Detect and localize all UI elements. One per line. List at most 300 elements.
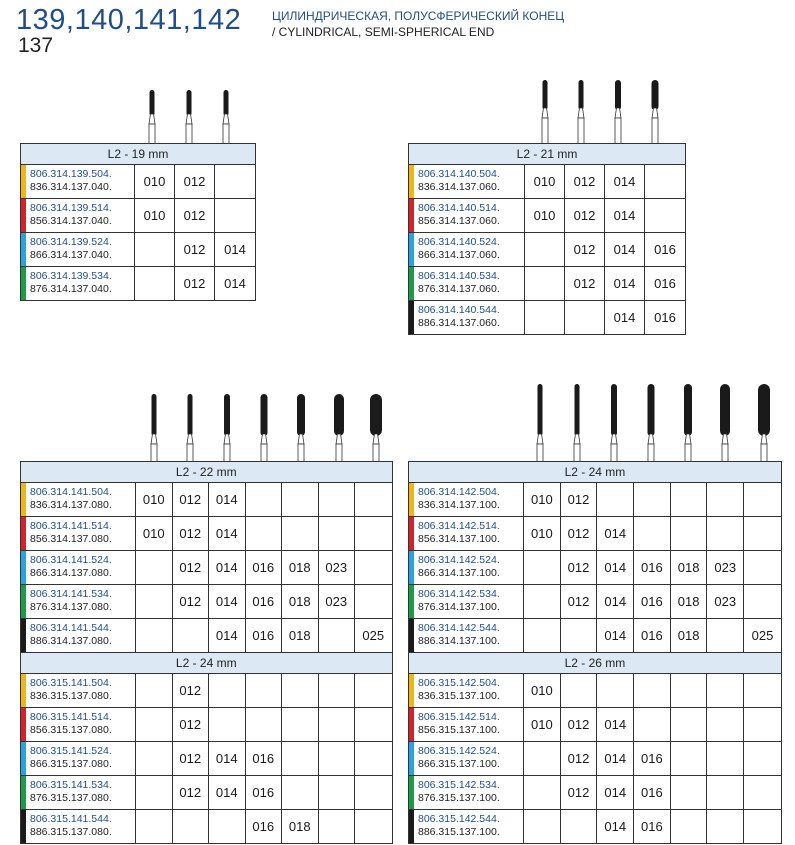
bur-icon (537, 384, 543, 462)
table-row (21, 551, 392, 585)
size-cell: 010 (135, 199, 175, 232)
size-cell: 010 (524, 517, 561, 550)
size-cell (524, 742, 561, 775)
size-cell (645, 199, 685, 232)
bur-icon (370, 394, 382, 462)
size-cell (319, 742, 356, 775)
size-cell (634, 708, 671, 741)
article-code-secondary: 856.314.137.080. (30, 532, 112, 545)
table-row (409, 619, 781, 653)
article-codes (414, 708, 524, 741)
size-cell: 012 (173, 708, 210, 741)
length-header: L2 - 24 mm (409, 462, 781, 483)
article-code-secondary: 836.314.137.060. (418, 180, 500, 193)
bur-icon (648, 384, 655, 462)
bur-icon (223, 90, 229, 144)
table-row (21, 517, 392, 551)
size-cell (355, 708, 392, 741)
size-cell (634, 674, 671, 707)
bur-icon (758, 384, 770, 462)
size-cell (209, 674, 246, 707)
article-codes (414, 517, 524, 550)
size-cell (671, 810, 708, 843)
table-row (409, 233, 685, 267)
size-cell: 018 (282, 810, 319, 843)
size-cell (135, 267, 175, 300)
size-cell: 012 (173, 674, 210, 707)
size-cell: 014 (605, 233, 645, 266)
article-code-primary: 806.314.141.524. (30, 554, 112, 566)
size-cell (136, 674, 173, 707)
article-codes (26, 742, 136, 775)
article-codes (414, 233, 525, 266)
size-cell (744, 585, 781, 618)
length-header: L2 - 21 mm (409, 144, 685, 165)
size-cell (634, 483, 671, 516)
size-cell (565, 301, 605, 334)
table-row (21, 233, 255, 267)
size-cell: 018 (282, 585, 319, 618)
article-codes (26, 776, 136, 809)
size-cell (282, 742, 319, 775)
table-row (409, 199, 685, 233)
article-codes (26, 517, 136, 550)
article-code-secondary: 856.314.137.040. (30, 214, 112, 227)
size-cell (209, 810, 246, 843)
size-cell: 012 (561, 517, 598, 550)
size-cell: 016 (654, 276, 676, 291)
page-subtitle: 137 (18, 34, 54, 57)
size-cell (671, 517, 708, 550)
size-cell: 014 (597, 708, 634, 741)
table-row (409, 301, 685, 334)
article-code-primary: 806.315.142.534. (418, 779, 500, 791)
article-code-primary: 806.314.141.514. (30, 520, 112, 532)
size-cell (319, 674, 356, 707)
size-table-140 (408, 143, 686, 335)
article-code-secondary: 856.314.137.100. (418, 532, 500, 545)
table-row (409, 165, 685, 199)
article-codes (414, 165, 525, 198)
article-code-secondary: 886.315.137.080. (30, 825, 112, 838)
size-cell (707, 708, 744, 741)
size-cell (355, 585, 392, 618)
size-cell: 010 (525, 165, 565, 198)
size-cell: 012 (173, 776, 210, 809)
table-row (409, 551, 781, 585)
size-cell: 010 (136, 483, 173, 516)
article-code-secondary: 876.314.137.060. (418, 282, 500, 295)
article-code-primary: 806.314.141.544. (30, 622, 112, 634)
article-codes (414, 199, 525, 232)
size-cell (707, 742, 744, 775)
bur-icon (615, 80, 621, 144)
size-cell: 012 (173, 551, 210, 584)
bur-icon (151, 394, 157, 462)
size-table-141 (20, 461, 393, 844)
article-codes (414, 585, 524, 618)
bur-icon (542, 80, 548, 144)
article-code-secondary: 856.315.137.080. (30, 723, 112, 736)
article-code-secondary: 886.314.137.060. (418, 316, 500, 329)
size-cell: 012 (561, 742, 598, 775)
size-cell (744, 674, 781, 707)
table-row (409, 742, 781, 776)
size-cell (744, 776, 781, 809)
article-codes (26, 619, 136, 652)
table-row (21, 674, 392, 708)
size-cell: 010 (525, 199, 565, 232)
size-cell (355, 551, 392, 584)
table-row (21, 199, 255, 233)
article-code-primary: 806.315.141.524. (30, 745, 112, 757)
article-code-primary: 806.315.142.544. (418, 813, 500, 825)
size-cell: 012 (175, 233, 215, 266)
article-code-primary: 806.314.141.504. (30, 486, 112, 498)
size-cell: 016 (246, 776, 283, 809)
table-row (21, 708, 392, 742)
size-cell (597, 674, 634, 707)
table-row (409, 585, 781, 619)
article-codes (26, 267, 135, 300)
size-cell (561, 674, 598, 707)
article-codes (26, 199, 135, 232)
size-cell (744, 708, 781, 741)
size-cell: 014 (605, 165, 645, 198)
bur-icon (652, 80, 659, 144)
size-cell (136, 708, 173, 741)
article-codes (414, 483, 524, 516)
size-cell: 025 (362, 628, 385, 643)
size-cell: 012 (565, 165, 605, 198)
bur-illustrations-139 (134, 88, 254, 144)
table-row (409, 517, 781, 551)
size-cell: 014 (597, 776, 634, 809)
size-cell (634, 517, 671, 550)
size-cell (524, 585, 561, 618)
article-code-primary: 806.314.142.514. (418, 520, 500, 532)
size-cell: 018 (671, 619, 708, 652)
table-row (21, 483, 392, 517)
table-row (21, 585, 392, 619)
article-codes (26, 233, 135, 266)
article-code-secondary: 876.315.137.100. (418, 791, 500, 804)
article-code-primary: 806.314.141.534. (30, 588, 112, 600)
size-cell (645, 165, 685, 198)
bur-icon (684, 384, 692, 462)
article-codes (414, 551, 524, 584)
size-cell: 016 (634, 776, 671, 809)
size-cell (135, 233, 175, 266)
size-cell (282, 483, 319, 516)
bur-icon (297, 394, 305, 462)
size-cell: 016 (634, 810, 671, 843)
size-cell: 014 (209, 776, 246, 809)
article-code-primary: 806.315.141.544. (30, 813, 112, 825)
size-cell: 016 (654, 242, 676, 257)
size-cell: 014 (605, 199, 645, 232)
article-code-primary: 806.314.139.514. (30, 202, 112, 214)
size-cell: 016 (634, 619, 671, 652)
size-cell (319, 619, 356, 652)
size-cell: 012 (175, 165, 215, 198)
article-code-secondary: 866.314.137.100. (418, 566, 500, 579)
article-code-secondary: 836.314.137.100. (418, 498, 500, 511)
size-cell: 016 (654, 310, 676, 325)
article-code-primary: 806.314.139.534. (30, 270, 112, 282)
size-cell: 023 (319, 585, 356, 618)
article-code-secondary: 886.315.137.100. (418, 825, 500, 838)
article-codes (26, 551, 136, 584)
article-code-secondary: 836.314.137.080. (30, 498, 112, 511)
size-cell (744, 742, 781, 775)
table-row (409, 776, 781, 810)
size-cell (136, 810, 173, 843)
size-cell (215, 165, 255, 198)
size-cell: 010 (524, 483, 561, 516)
size-cell: 014 (597, 742, 634, 775)
bur-icon (720, 384, 730, 462)
article-code-secondary: 836.314.137.040. (30, 180, 112, 193)
size-cell: 012 (561, 483, 598, 516)
bur-icon (187, 394, 193, 462)
size-cell (319, 810, 356, 843)
size-cell (246, 708, 283, 741)
article-codes (414, 301, 525, 334)
article-code-secondary: 866.315.137.080. (30, 757, 112, 770)
article-code-primary: 806.315.141.514. (30, 711, 112, 723)
size-cell (707, 810, 744, 843)
size-cell: 023 (707, 551, 744, 584)
article-codes (414, 742, 524, 775)
size-cell: 014 (597, 810, 634, 843)
article-codes (26, 585, 136, 618)
size-cell (744, 517, 781, 550)
article-code-primary: 806.314.140.524. (418, 236, 500, 248)
size-cell: 014 (209, 585, 246, 618)
bur-icon (224, 394, 230, 462)
size-cell (744, 551, 781, 584)
size-cell (524, 776, 561, 809)
size-cell: 014 (597, 619, 634, 652)
article-codes (26, 810, 136, 843)
size-cell (355, 776, 392, 809)
size-cell (525, 301, 565, 334)
size-cell (319, 776, 356, 809)
size-cell (355, 674, 392, 707)
article-code-secondary: 876.314.137.040. (30, 282, 112, 295)
bur-icon (574, 384, 580, 462)
article-code-primary: 806.314.139.504. (30, 168, 112, 180)
size-cell (282, 776, 319, 809)
article-code-primary: 806.314.139.524. (30, 236, 112, 248)
size-cell: 012 (565, 233, 605, 266)
table-row (21, 619, 392, 653)
size-cell: 010 (135, 165, 175, 198)
article-code-secondary: 836.315.137.080. (30, 689, 112, 702)
article-code-primary: 806.314.140.534. (418, 270, 500, 282)
size-cell (215, 199, 255, 232)
article-code-secondary: 886.314.137.100. (418, 634, 500, 647)
size-cell: 012 (173, 483, 210, 516)
size-cell (355, 742, 392, 775)
article-code-primary: 806.314.142.544. (418, 622, 500, 634)
size-cell: 014 (605, 267, 645, 300)
size-cell: 016 (634, 551, 671, 584)
size-cell (525, 267, 565, 300)
bur-icon (611, 384, 617, 462)
size-cell: 012 (561, 776, 598, 809)
size-cell (671, 742, 708, 775)
article-code-primary: 806.314.140.514. (418, 202, 500, 214)
size-cell: 014 (597, 585, 634, 618)
size-cell (707, 674, 744, 707)
size-cell (136, 585, 173, 618)
size-cell: 016 (634, 585, 671, 618)
table-row (409, 674, 781, 708)
size-cell: 018 (282, 619, 319, 652)
size-table-142 (408, 461, 782, 844)
size-cell (282, 517, 319, 550)
size-cell (707, 517, 744, 550)
size-cell: 014 (597, 517, 634, 550)
size-cell: 025 (751, 628, 774, 643)
article-codes (414, 810, 524, 843)
size-cell: 012 (565, 199, 605, 232)
article-code-secondary: 856.315.137.100. (418, 723, 500, 736)
size-cell: 010 (524, 674, 561, 707)
size-cell (355, 810, 392, 843)
size-cell: 016 (246, 810, 283, 843)
length-header: L2 - 26 mm (409, 653, 781, 674)
size-cell (524, 551, 561, 584)
size-cell (246, 483, 283, 516)
size-cell: 016 (246, 619, 283, 652)
size-cell (744, 483, 781, 516)
size-cell: 018 (282, 551, 319, 584)
size-cell: 014 (209, 551, 246, 584)
size-cell: 018 (671, 551, 708, 584)
size-cell (524, 810, 561, 843)
table-row (21, 810, 392, 843)
size-cell: 012 (173, 585, 210, 618)
article-code-primary: 806.314.142.504. (418, 486, 500, 498)
article-codes (26, 708, 136, 741)
description-english: / CYLINDRICAL, SEMI-SPHERICAL END (272, 25, 495, 39)
article-codes (26, 483, 136, 516)
size-cell (246, 674, 283, 707)
bur-illustrations-141 (136, 390, 392, 462)
size-cell: 014 (209, 483, 246, 516)
article-code-secondary: 876.314.137.100. (418, 600, 500, 613)
size-cell: 016 (246, 585, 283, 618)
bur-icon (334, 394, 344, 462)
length-header: L2 - 24 mm (21, 653, 392, 674)
size-cell: 012 (173, 517, 210, 550)
size-cell (561, 810, 598, 843)
table-row (409, 483, 781, 517)
size-cell (671, 483, 708, 516)
size-cell (319, 517, 356, 550)
article-codes (414, 776, 524, 809)
size-cell (173, 619, 210, 652)
size-cell (319, 708, 356, 741)
bur-icon (149, 90, 155, 144)
size-table-139 (20, 143, 256, 301)
size-cell (136, 619, 173, 652)
size-cell: 012 (175, 199, 215, 232)
size-cell (744, 810, 781, 843)
article-code-primary: 806.315.142.504. (418, 677, 500, 689)
table-row (409, 267, 685, 301)
article-codes (414, 267, 525, 300)
size-cell (209, 708, 246, 741)
size-cell: 012 (561, 585, 598, 618)
article-code-secondary: 866.314.137.080. (30, 566, 112, 579)
size-cell (707, 619, 744, 652)
description-russian: ЦИЛИНДРИЧЕСКАЯ, ПОЛУСФЕРИЧЕСКИЙ КОНЕЦ (272, 9, 565, 23)
length-header: L2 - 22 mm (21, 462, 392, 483)
size-cell (707, 483, 744, 516)
size-cell (671, 708, 708, 741)
article-code-secondary: 886.314.137.080. (30, 634, 112, 647)
article-code-primary: 806.315.142.514. (418, 711, 500, 723)
article-code-secondary: 866.314.137.060. (418, 248, 500, 261)
size-cell (671, 776, 708, 809)
size-cell (671, 674, 708, 707)
size-cell (597, 483, 634, 516)
size-cell: 014 (209, 517, 246, 550)
size-cell: 010 (524, 708, 561, 741)
table-row (21, 776, 392, 810)
size-cell (355, 483, 392, 516)
size-cell (136, 742, 173, 775)
article-code-primary: 806.314.142.534. (418, 588, 500, 600)
table-row (21, 267, 255, 300)
size-cell: 016 (246, 742, 283, 775)
size-cell: 014 (605, 301, 645, 334)
article-code-secondary: 856.314.137.060. (418, 214, 500, 227)
size-cell: 016 (634, 742, 671, 775)
size-cell (136, 776, 173, 809)
bur-icon (186, 90, 192, 144)
page-title: 139,140,141,142 (16, 4, 242, 36)
article-codes (26, 165, 135, 198)
size-cell (282, 674, 319, 707)
table-row (21, 742, 392, 776)
article-code-primary: 806.315.141.534. (30, 779, 112, 791)
size-cell (136, 551, 173, 584)
size-cell (319, 483, 356, 516)
size-cell: 012 (175, 267, 215, 300)
article-code-primary: 806.314.140.544. (418, 304, 500, 316)
article-codes (414, 674, 524, 707)
size-cell: 012 (173, 742, 210, 775)
article-codes (26, 674, 136, 707)
size-cell (707, 776, 744, 809)
size-cell (246, 517, 283, 550)
size-cell: 014 (224, 276, 246, 291)
bur-icon (261, 394, 268, 462)
article-code-secondary: 836.315.137.100. (418, 689, 500, 702)
article-codes (414, 619, 524, 652)
bur-illustrations-140 (528, 78, 678, 144)
article-code-primary: 806.315.141.504. (30, 677, 112, 689)
size-cell: 012 (561, 708, 598, 741)
size-cell: 014 (209, 742, 246, 775)
length-header: L2 - 19 mm (21, 144, 255, 165)
size-cell (282, 708, 319, 741)
